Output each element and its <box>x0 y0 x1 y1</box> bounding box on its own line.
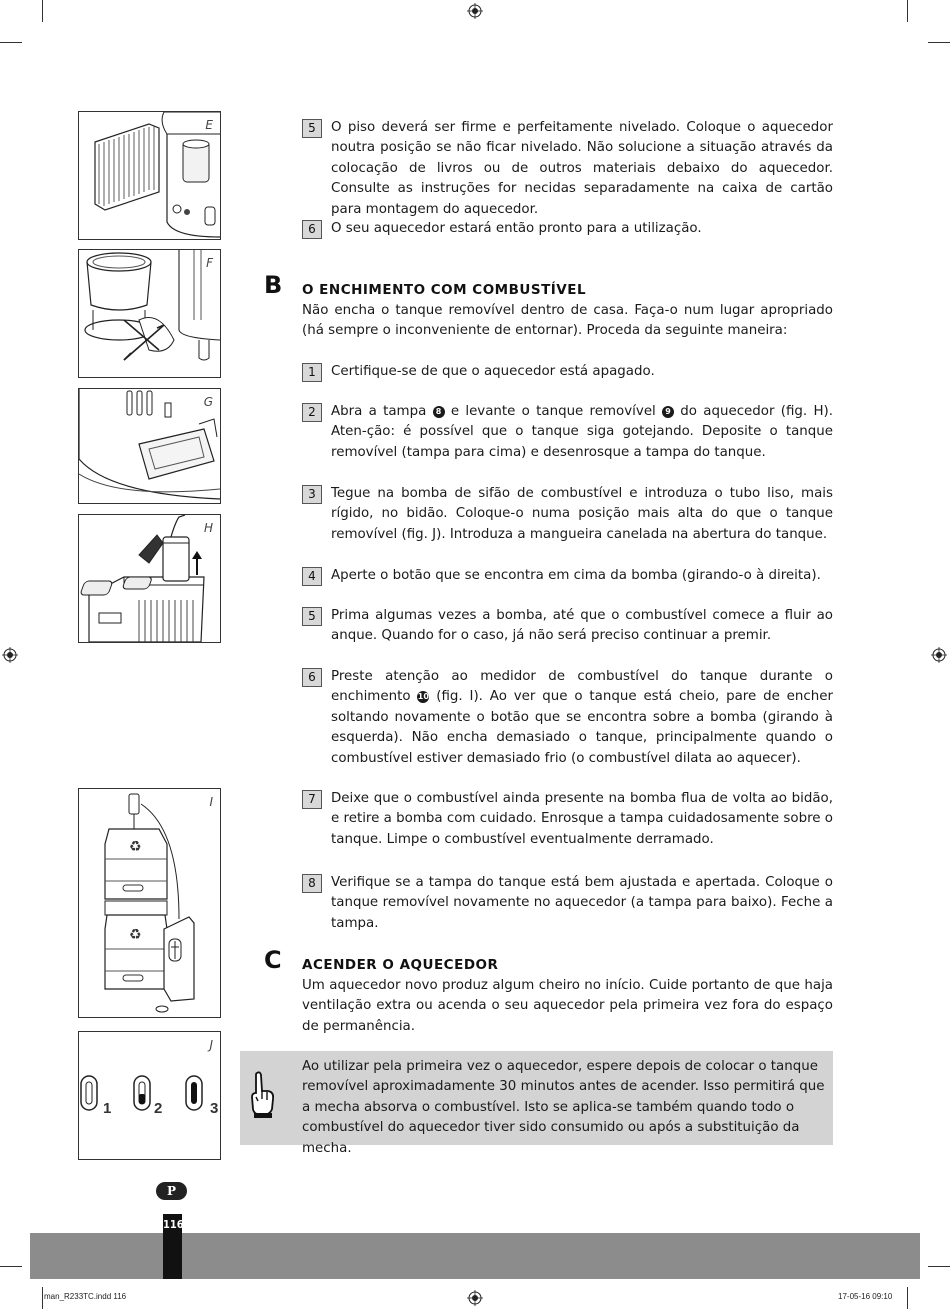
section-letter: C <box>264 946 282 974</box>
step-a-6 <box>302 219 833 239</box>
figure-e <box>78 111 221 240</box>
step-text: Prima algumas vezes a bomba, até que o combustível comece a fluir ao anque. Quando for o caso, já não será preciso continuar a premir. <box>331 608 833 644</box>
crop-mark <box>907 1287 908 1309</box>
svg-text:♻: ♻ <box>129 927 142 943</box>
crop-mark <box>42 1287 43 1309</box>
figure-letter: J <box>209 1038 213 1052</box>
step-number: 4 <box>302 567 322 586</box>
step-b-3 <box>302 484 833 545</box>
step-b-7 <box>302 789 833 850</box>
registration-mark-icon <box>467 3 483 19</box>
step-number: 8 <box>302 874 322 893</box>
step-a-5 <box>302 118 833 220</box>
step-b-1 <box>302 362 833 382</box>
step-text: Preste atenção ao medidor de combustível do tanque durante o enchimento 10 (fig. I). Ao ver que o tanque está cheio, pare de encher soltando novamente o botão que se encontra sobre a bomba (girando à esquerda). Não encha demasiado o tanque, principalmente quando o combustível estiver demasiado frio (o combustível dilata ao aquecer). <box>331 669 834 766</box>
part-ref-badge: 8 <box>433 406 445 418</box>
note-box <box>240 1051 833 1156</box>
section-intro: Um aquecedor novo produz algum cheiro no início. Cuide portanto de que haja ventilação extra ou acenda o seu aquecedor pela primeira vez fora do espaço de permanência. <box>302 978 833 1034</box>
crop-mark <box>928 1266 950 1267</box>
registration-mark-icon <box>2 647 18 663</box>
svg-text:♻: ♻ <box>129 839 142 855</box>
figure-letter: I <box>209 795 213 809</box>
step-text: Tegue na bomba de sifão de combustível e introduza o tubo liso, mais rígido, no bidão. Coloque-o numa posição mais alta do que o tanque removível (fig. J). Introduza a mangueira canelada na abertura do tanque. <box>331 486 833 542</box>
crop-mark <box>907 0 908 22</box>
file-slug: man_R233TC.indd 116 <box>44 1292 127 1301</box>
step-number: 1 <box>302 363 322 382</box>
step-number: 6 <box>302 220 322 239</box>
heater-lid-illustration <box>79 389 220 503</box>
step-b-6 <box>302 667 833 769</box>
step-b-8 <box>302 873 833 934</box>
figure-letter: F <box>206 256 213 270</box>
figure-i <box>78 788 221 1018</box>
siphon-pump-illustration <box>79 789 220 1017</box>
crop-mark <box>0 42 22 43</box>
heater-grille-illustration <box>79 112 220 239</box>
step-number: 7 <box>302 790 322 809</box>
step-number: 5 <box>302 119 322 138</box>
step-number: 6 <box>302 668 322 687</box>
step-text: Certifique-se de que o aquecedor está apagado. <box>331 364 655 379</box>
figure-j <box>78 1031 221 1160</box>
gauge-level-label: 1 <box>103 1100 112 1117</box>
step-b-5 <box>302 606 833 647</box>
registration-mark-icon <box>467 1290 483 1306</box>
step-text: O piso deverá ser firme e perfeitamente nivelado. Coloque o aquecedor noutra posição se não ficar nivelado. Não solucione a situação através da colocação de livros ou de outros materiais debaixo do aquecedor. Consulte as instruções for necidas separadamente na caixa de cartão para montagem do aquecedor. <box>331 120 833 217</box>
registration-mark-icon <box>931 647 947 663</box>
gauge-level-label: 3 <box>210 1100 219 1117</box>
figure-letter: E <box>205 118 213 132</box>
step-text: Verifique se a tampa do tanque está bem ajustada e apertada. Coloque o tanque removível novamente no aquecedor (a tampa para baixo). Feche a tampa. <box>331 875 833 931</box>
step-number: 2 <box>302 403 322 422</box>
fuel-gauge-illustration <box>79 1032 220 1159</box>
section-title: O ENCHIMENTO COM COMBUSTÍVEL <box>302 282 587 298</box>
step-number: 3 <box>302 485 322 504</box>
step-b-4 <box>302 566 833 586</box>
crop-mark <box>0 1266 22 1267</box>
note-text: Ao utilizar pela primeira vez o aquecedor, espere depois de colocar o tanque removível aproximadamente 30 minutos antes de acender. Isso permitirá que a mecha absorva o combustível. Isto se aplica-se também quando todo o combustível do aquecedor tiver sido consumido ou após a substituição da mecha. <box>302 1059 825 1156</box>
figure-g <box>78 388 221 504</box>
date-slug: 17-05-16 09:10 <box>838 1292 893 1301</box>
crop-mark <box>928 42 950 43</box>
figure-f <box>78 249 221 378</box>
part-ref-badge: 10 <box>417 692 429 702</box>
step-b-2 <box>302 402 833 463</box>
step-text: Abra a tampa 8 e levante o tanque removível 9 do aquecedor (fig. H). Aten-ção: é possível que o tanque siga gotejando. Deposite o tanque removível (tampa para cima) e desenrosque a tampa do tanque. <box>331 404 833 460</box>
part-ref-badge: 9 <box>662 406 674 418</box>
crop-mark <box>42 0 43 22</box>
figure-letter: H <box>203 521 213 535</box>
gauge-level-label: 2 <box>154 1100 163 1117</box>
section-intro: Não encha o tanque removível dentro de casa. Faça-o num lugar apropriado (há sempre o inconveniente de entornar). Proceda da seguinte maneira: <box>302 303 833 339</box>
figure-h <box>78 514 221 643</box>
page-number: 116 <box>163 1218 184 1231</box>
step-text: Deixe que o combustível ainda presente na bomba flua de volta ao bidão, e retire a bomba com cuidado. Enrosque a tampa cuidadosamente sobre o tanque. Limpe o combustível eventualmente derramado. <box>331 791 833 847</box>
step-text: Aperte o botão que se encontra em cima da bomba (girando-o à direita). <box>331 568 821 583</box>
pointing-hand-icon <box>248 1071 276 1119</box>
step-number: 5 <box>302 607 322 626</box>
section-letter: B <box>264 271 283 299</box>
step-text: O seu aquecedor estará então pronto para a utilização. <box>331 221 702 236</box>
tank-cap-illustration <box>79 250 220 377</box>
figure-letter: G <box>203 395 213 409</box>
language-badge: P <box>156 1182 187 1200</box>
removing-tank-illustration <box>79 515 220 642</box>
section-title: ACENDER O AQUECEDOR <box>302 957 499 973</box>
